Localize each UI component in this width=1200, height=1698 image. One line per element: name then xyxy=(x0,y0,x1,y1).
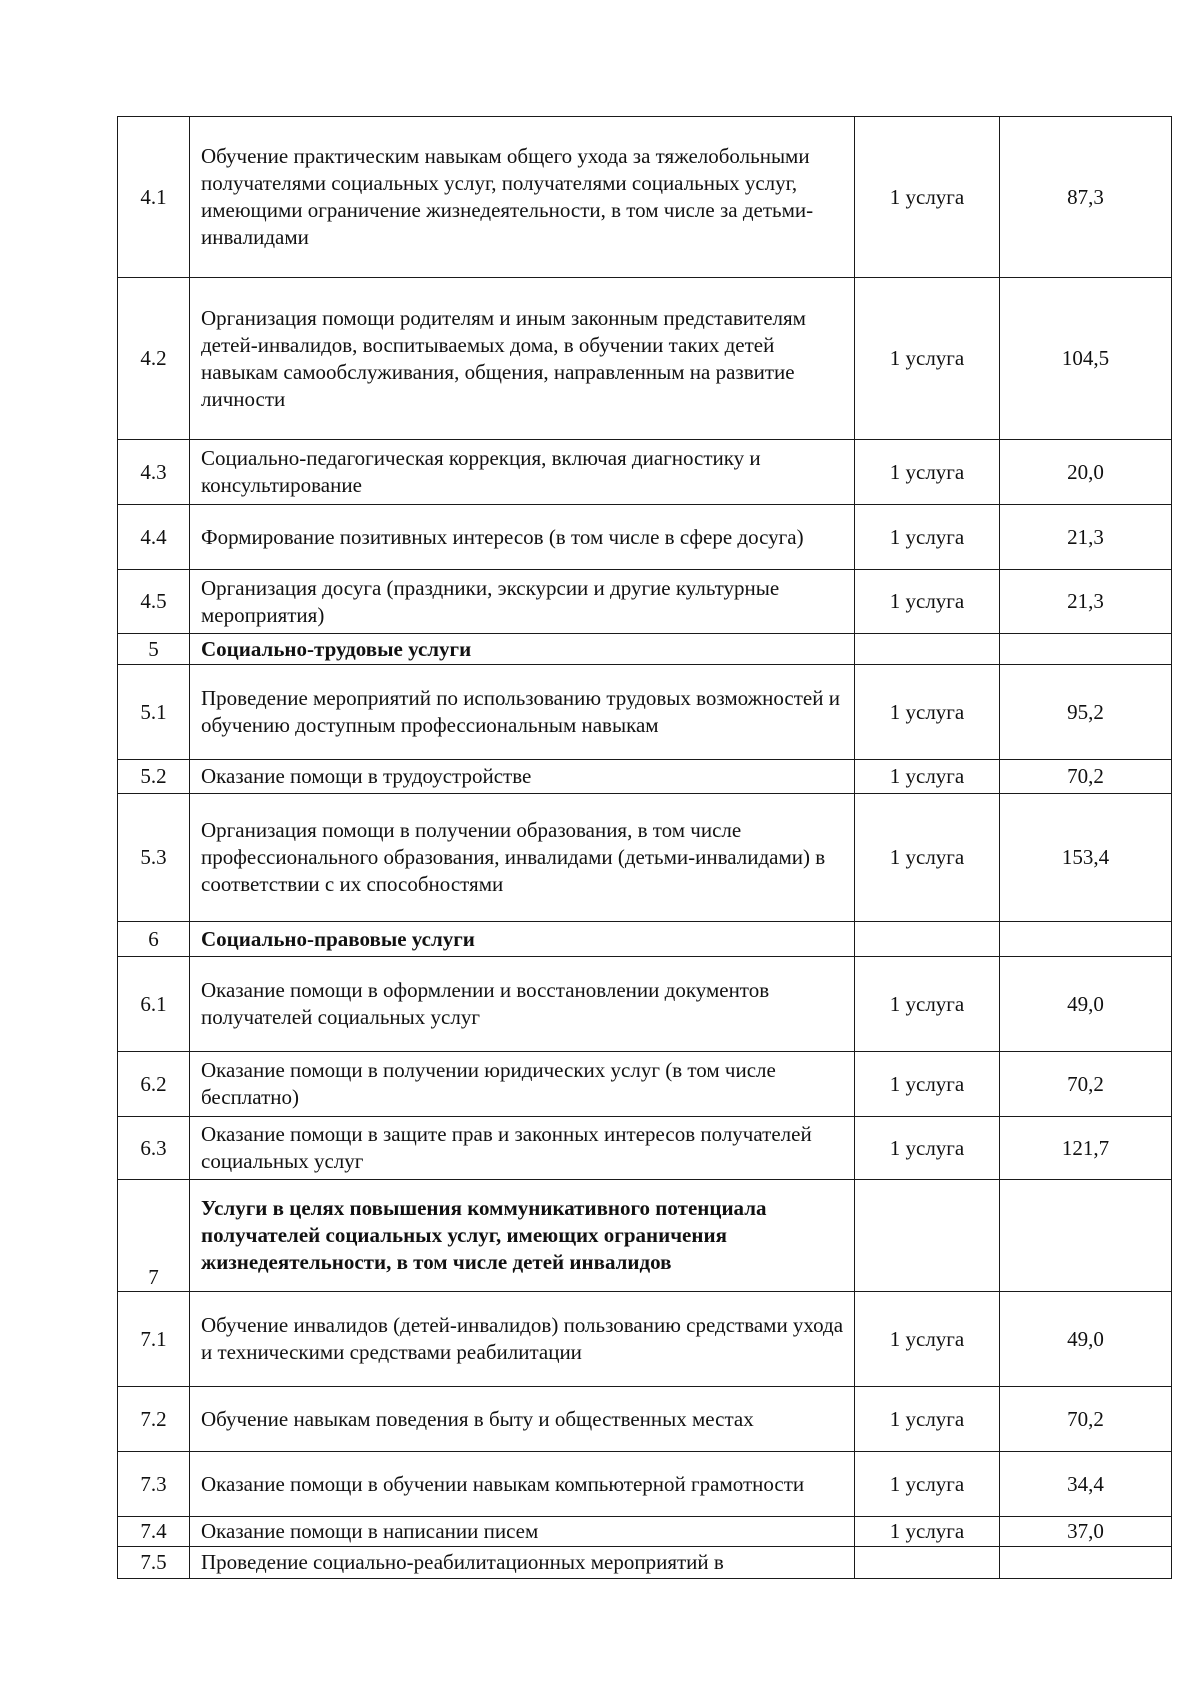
price-value: 70,2 xyxy=(1000,1387,1172,1452)
unit-of-measure: 1 услуга xyxy=(855,505,1000,570)
table-row xyxy=(118,278,1172,440)
service-name: Оказание помощи в написании писем xyxy=(190,1517,855,1547)
row-number: 4.1 xyxy=(118,117,190,278)
unit-of-measure: 1 услуга xyxy=(855,1452,1000,1517)
row-number: 7.2 xyxy=(118,1387,190,1452)
unit-of-measure: 1 услуга xyxy=(855,278,1000,440)
price-value xyxy=(1000,634,1172,665)
price-value: 21,3 xyxy=(1000,570,1172,634)
service-name: Обучение навыкам поведения в быту и общественных местах xyxy=(190,1387,855,1452)
section-title: Социально-трудовые услуги xyxy=(190,634,855,665)
service-name: Формирование позитивных интересов (в том числе в сфере досуга) xyxy=(190,505,855,570)
row-number: 4.5 xyxy=(118,570,190,634)
unit-of-measure xyxy=(855,922,1000,957)
price-value: 49,0 xyxy=(1000,1292,1172,1387)
table-row xyxy=(118,440,1172,505)
price-value xyxy=(1000,1180,1172,1292)
price-value: 153,4 xyxy=(1000,794,1172,922)
row-number: 4.4 xyxy=(118,505,190,570)
row-number: 5.2 xyxy=(118,760,190,794)
table-row xyxy=(118,1547,1172,1579)
table-row xyxy=(118,1052,1172,1117)
table-row xyxy=(118,1117,1172,1180)
unit-of-measure: 1 услуга xyxy=(855,1387,1000,1452)
price-value xyxy=(1000,922,1172,957)
unit-of-measure: 1 услуга xyxy=(855,1517,1000,1547)
service-name: Организация помощи в получении образования, в том числе профессионального образования, инвалидами (детьми-инвалидами) в соответствии с их способностями xyxy=(190,794,855,922)
section-number: 7 xyxy=(118,1180,190,1292)
table-row xyxy=(118,117,1172,278)
price-value: 121,7 xyxy=(1000,1117,1172,1180)
unit-of-measure: 1 услуга xyxy=(855,1117,1000,1180)
price-value: 37,0 xyxy=(1000,1517,1172,1547)
unit-of-measure: 1 услуга xyxy=(855,1292,1000,1387)
unit-of-measure: 1 услуга xyxy=(855,794,1000,922)
section-number: 6 xyxy=(118,922,190,957)
row-number: 4.3 xyxy=(118,440,190,505)
section-title: Услуги в целях повышения коммуникативного потенциала получателей социальных услуг, имеющих ограничения жизнедеятельности, в том числе детей инвалидов xyxy=(190,1180,855,1292)
unit-of-measure: 1 услуга xyxy=(855,665,1000,760)
service-name: Обучение инвалидов (детей-инвалидов) пользованию средствами ухода и техническими средствами реабилитации xyxy=(190,1292,855,1387)
section-row xyxy=(118,634,1172,665)
unit-of-measure: 1 услуга xyxy=(855,440,1000,505)
unit-of-measure xyxy=(855,1547,1000,1579)
services-tariff-table xyxy=(117,116,1172,1579)
price-value: 49,0 xyxy=(1000,957,1172,1052)
table-row xyxy=(118,1387,1172,1452)
service-name: Организация помощи родителям и иным законным представителям детей-инвалидов, воспитываемых дома, в обучении таких детей навыкам самообслуживания, общения, направленным на развитие личности xyxy=(190,278,855,440)
table-row xyxy=(118,760,1172,794)
table-row xyxy=(118,1517,1172,1547)
service-name: Социально-педагогическая коррекция, включая диагностику и консультирование xyxy=(190,440,855,505)
row-number: 7.5 xyxy=(118,1547,190,1579)
unit-of-measure: 1 услуга xyxy=(855,1052,1000,1117)
service-name: Оказание помощи в защите прав и законных интересов получателей социальных услуг xyxy=(190,1117,855,1180)
unit-of-measure: 1 услуга xyxy=(855,570,1000,634)
price-value: 70,2 xyxy=(1000,760,1172,794)
service-name: Проведение мероприятий по использованию трудовых возможностей и обучению доступным профессиональным навыкам xyxy=(190,665,855,760)
unit-of-measure: 1 услуга xyxy=(855,117,1000,278)
price-value: 70,2 xyxy=(1000,1052,1172,1117)
service-name: Обучение практическим навыкам общего ухода за тяжелобольными получателями социальных услуг, получателями социальных услуг, имеющими ограничение жизнедеятельности, в том числе за детьми-инвалидами xyxy=(190,117,855,278)
price-value: 87,3 xyxy=(1000,117,1172,278)
table-row xyxy=(118,570,1172,634)
row-number: 6.3 xyxy=(118,1117,190,1180)
service-name: Оказание помощи в оформлении и восстановлении документов получателей социальных услуг xyxy=(190,957,855,1052)
row-number: 4.2 xyxy=(118,278,190,440)
table-row xyxy=(118,665,1172,760)
section-number: 5 xyxy=(118,634,190,665)
price-value: 95,2 xyxy=(1000,665,1172,760)
row-number: 6.2 xyxy=(118,1052,190,1117)
unit-of-measure: 1 услуга xyxy=(855,957,1000,1052)
service-name: Оказание помощи в получении юридических услуг (в том числе бесплатно) xyxy=(190,1052,855,1117)
table-row xyxy=(118,957,1172,1052)
unit-of-measure: 1 услуга xyxy=(855,760,1000,794)
service-name: Оказание помощи в обучении навыкам компьютерной грамотности xyxy=(190,1452,855,1517)
table-row xyxy=(118,1292,1172,1387)
price-value xyxy=(1000,1547,1172,1579)
price-value: 34,4 xyxy=(1000,1452,1172,1517)
row-number: 7.4 xyxy=(118,1517,190,1547)
section-row xyxy=(118,1180,1172,1292)
price-value: 21,3 xyxy=(1000,505,1172,570)
row-number: 7.1 xyxy=(118,1292,190,1387)
unit-of-measure xyxy=(855,1180,1000,1292)
price-value: 104,5 xyxy=(1000,278,1172,440)
unit-of-measure xyxy=(855,634,1000,665)
row-number: 5.3 xyxy=(118,794,190,922)
table-row xyxy=(118,794,1172,922)
service-name: Проведение социально-реабилитационных мероприятий в xyxy=(190,1547,855,1579)
section-title: Социально-правовые услуги xyxy=(190,922,855,957)
table-row xyxy=(118,1452,1172,1517)
service-name: Оказание помощи в трудоустройстве xyxy=(190,760,855,794)
section-row xyxy=(118,922,1172,957)
row-number: 7.3 xyxy=(118,1452,190,1517)
row-number: 6.1 xyxy=(118,957,190,1052)
row-number: 5.1 xyxy=(118,665,190,760)
service-name: Организация досуга (праздники, экскурсии и другие культурные мероприятия) xyxy=(190,570,855,634)
table-row xyxy=(118,505,1172,570)
price-value: 20,0 xyxy=(1000,440,1172,505)
